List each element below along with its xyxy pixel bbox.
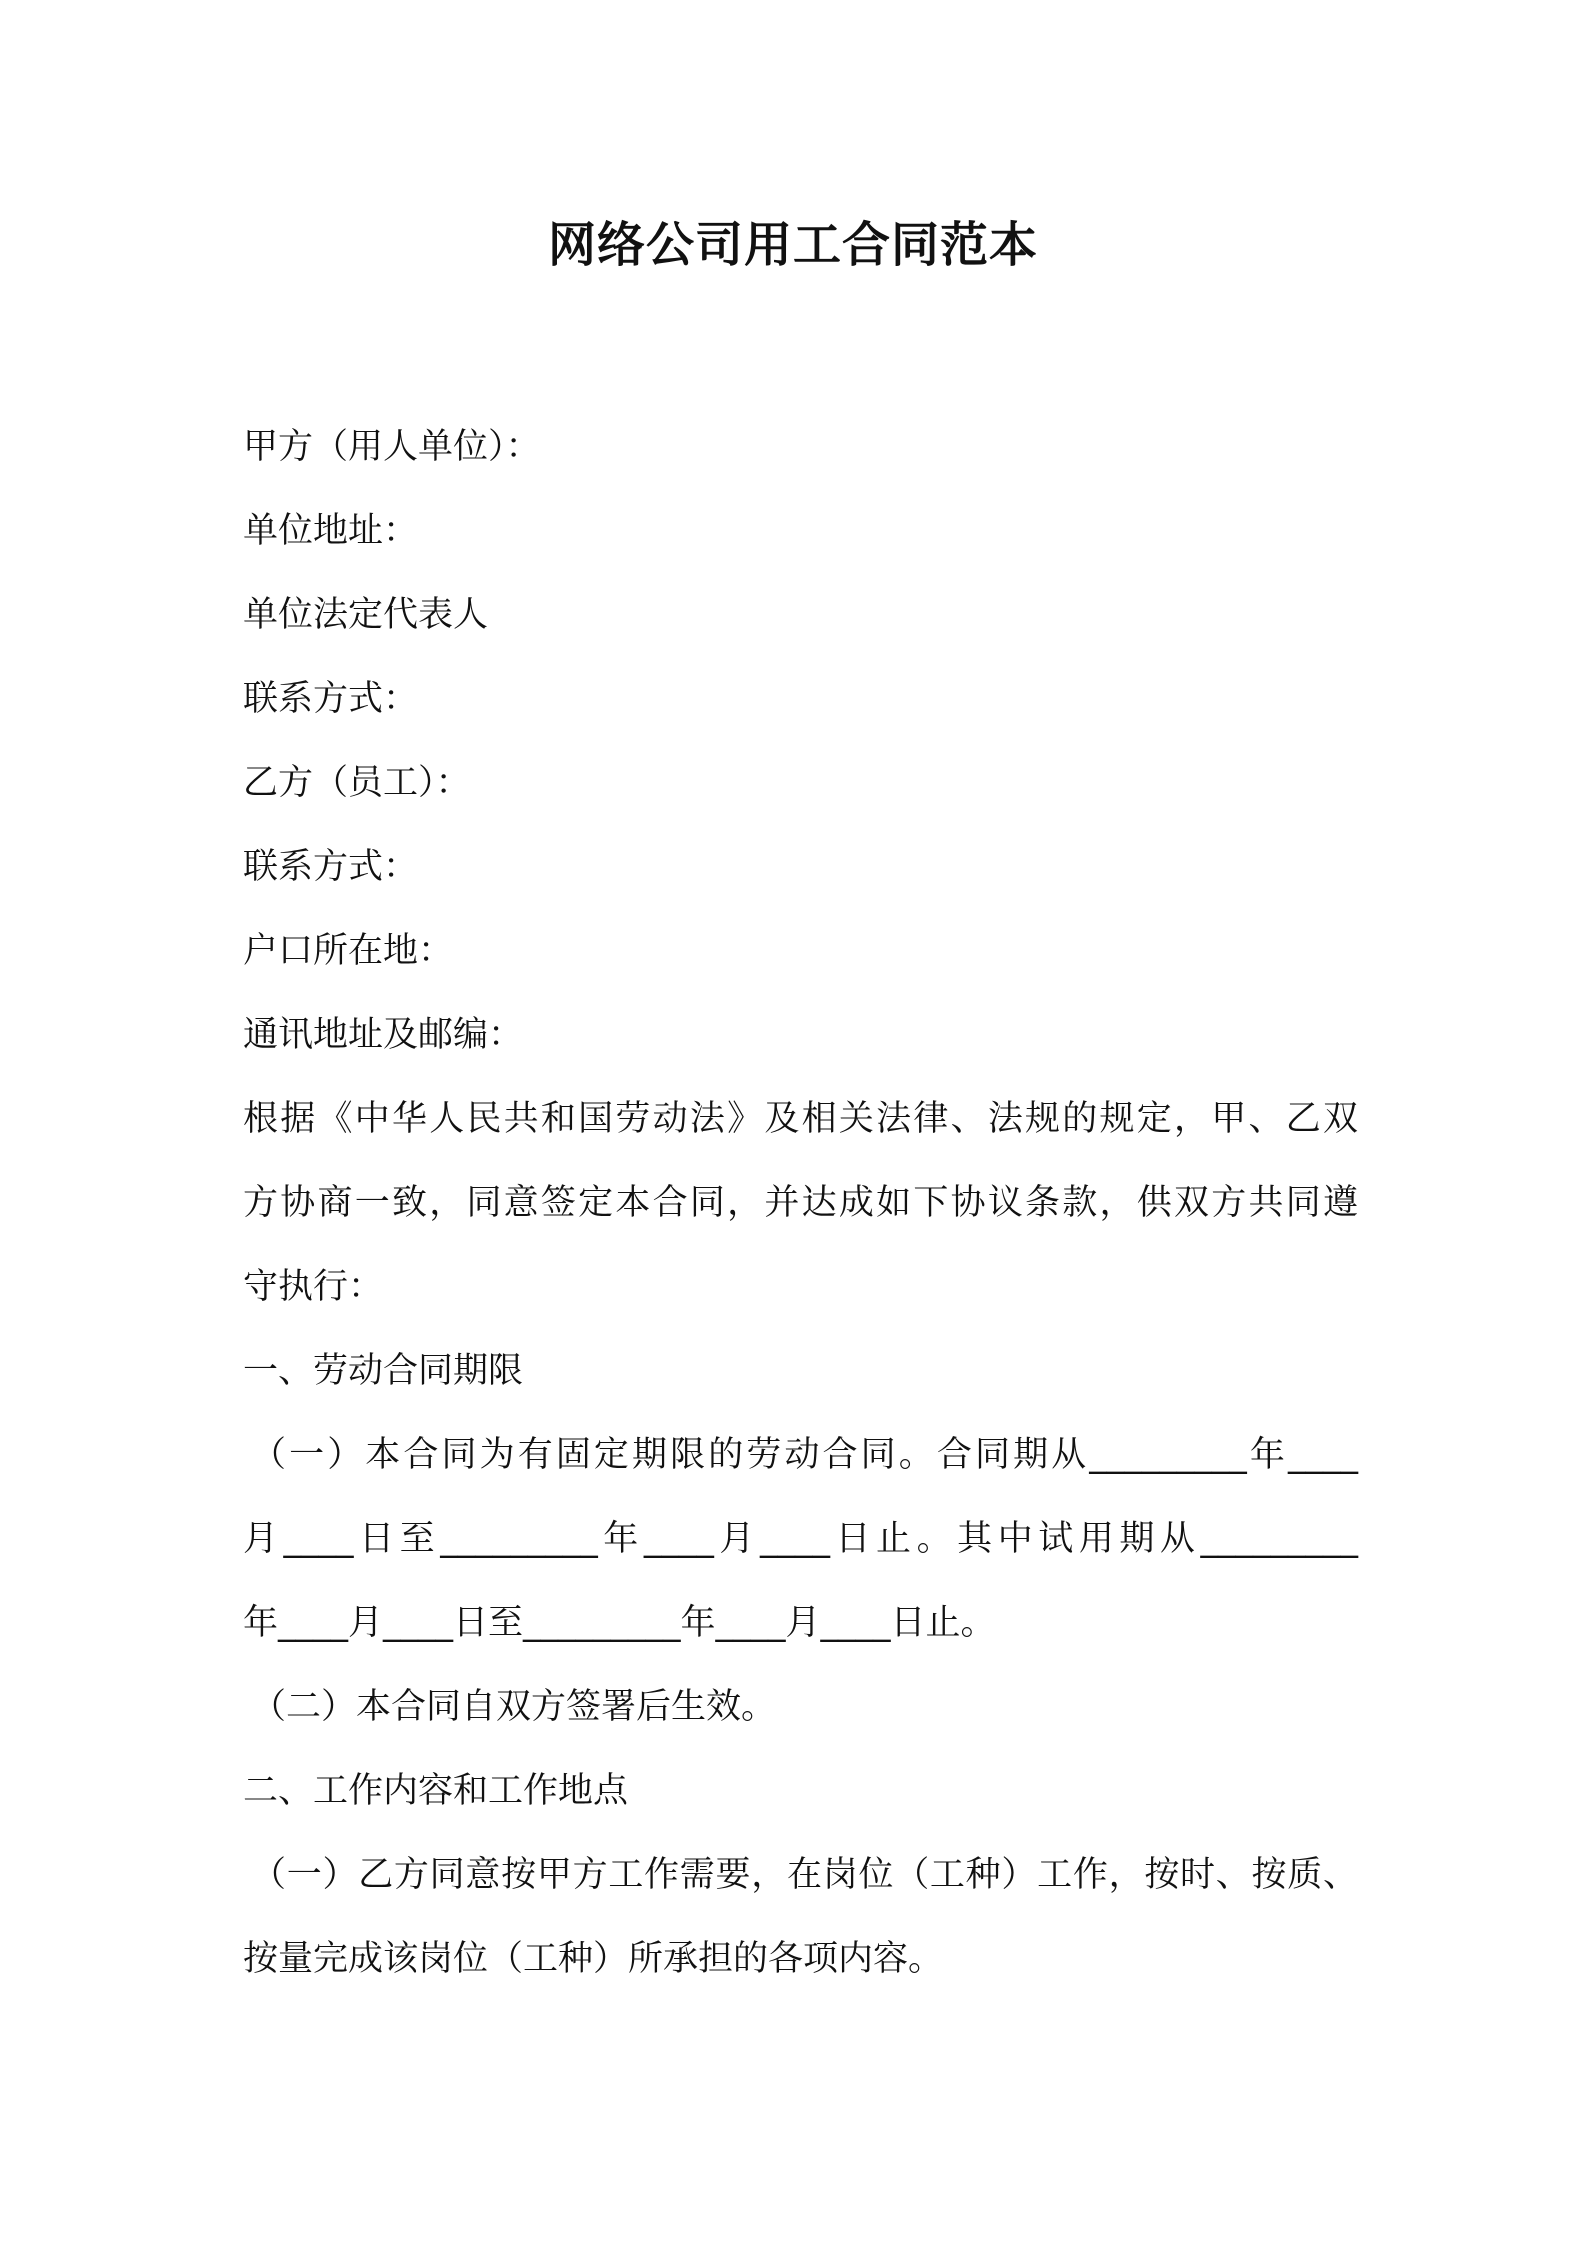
legal-representative-label: 单位法定代表人 bbox=[243, 595, 489, 635]
contract-term-clause-line-1: （一）本合同为有固定期限的劳动合同。合同期从_________年____ bbox=[251, 1435, 1358, 1475]
work-content-clause-line-1: （一）乙方同意按甲方工作需要，在岗位（工种）工作，按时、按质、 bbox=[251, 1855, 1358, 1895]
contract-term-clause-line-3: 年____月____日至_________年____月____日止。 bbox=[243, 1603, 996, 1643]
party-b-label: 乙方（员工）： bbox=[243, 763, 471, 803]
party-a-label: 甲方（用人单位）： bbox=[243, 427, 541, 467]
document-body bbox=[243, 405, 1358, 2001]
party-a-contact-label: 联系方式： bbox=[243, 679, 419, 719]
company-address-label: 单位地址： bbox=[243, 511, 419, 551]
document-title: 网络公司用工合同范本 bbox=[547, 217, 1038, 273]
preamble-line-1: 根据《中华人民共和国劳动法》及相关法律、法规的规定，甲、乙双 bbox=[243, 1099, 1358, 1139]
preamble-line-3: 守执行： bbox=[243, 1267, 384, 1307]
party-b-contact-label: 联系方式： bbox=[243, 847, 419, 887]
preamble-line-2: 方协商一致，同意签定本合同，并达成如下协议条款，供双方共同遵 bbox=[243, 1183, 1358, 1223]
household-registration-label: 户口所在地： bbox=[243, 931, 454, 971]
mailing-address-label: 通讯地址及邮编： bbox=[243, 1015, 524, 1055]
contract-term-clause-line-2: 月____日至_________年____月____日止。其中试用期从_________ bbox=[243, 1519, 1358, 1559]
section-heading-work-content: 二、工作内容和工作地点 bbox=[243, 1771, 629, 1811]
section-heading-contract-term: 一、劳动合同期限 bbox=[243, 1351, 524, 1391]
work-content-clause-line-2: 按量完成该岗位（工种）所承担的各项内容。 bbox=[243, 1939, 944, 1979]
effective-clause: （二）本合同自双方签署后生效。 bbox=[251, 1687, 777, 1727]
